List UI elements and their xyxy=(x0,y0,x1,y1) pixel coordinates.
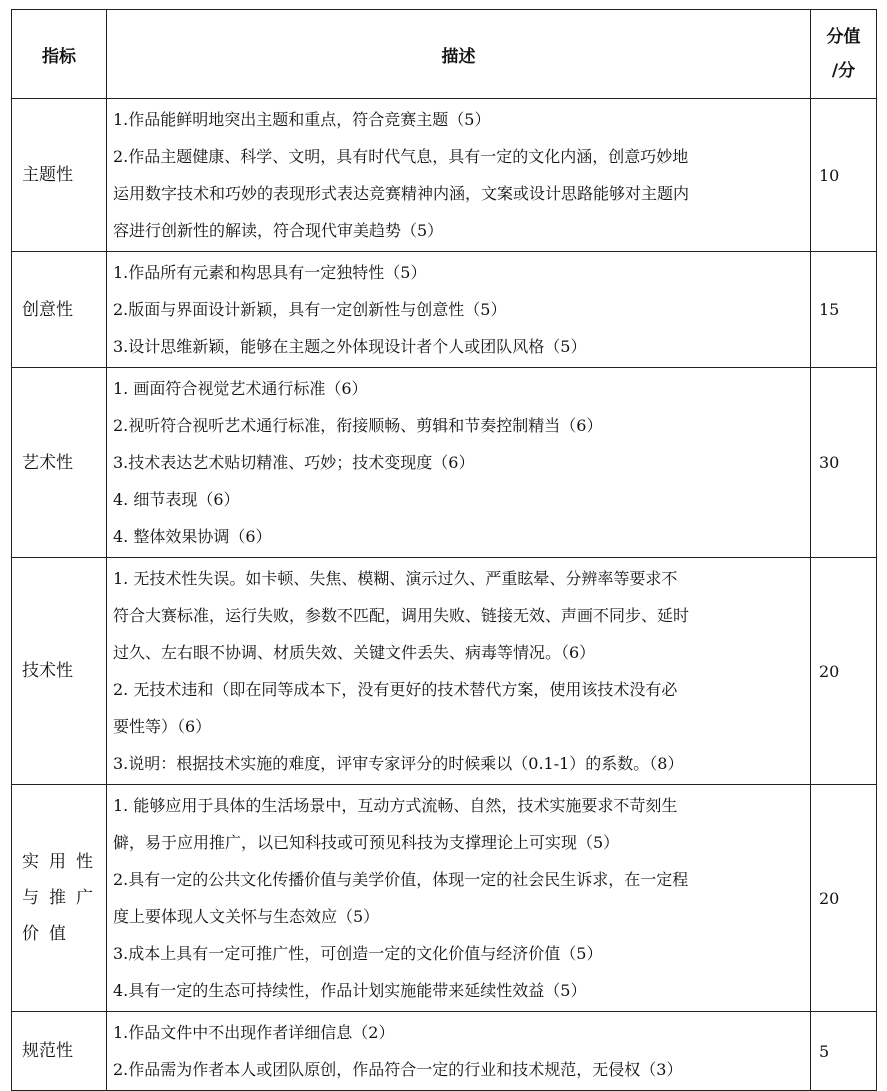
description-line: 3.成本上具有一定可推广性，可创造一定的文化价值与经济价值（5） xyxy=(113,944,603,963)
indicator-cell: 技术性 xyxy=(12,558,107,785)
description-line: 1. 无技术性失误。如卡顿、失焦、模糊、演示过久、严重眩晕、分辨率等要求不 xyxy=(113,569,678,588)
description-line: 3.设计思维新颖，能够在主题之外体现设计者个人或团队风格（5） xyxy=(113,337,587,356)
table-row xyxy=(12,785,877,1012)
score-cell: 15 xyxy=(811,252,877,368)
description-cell xyxy=(107,1012,811,1091)
table-row xyxy=(12,1012,877,1091)
description-line: 度上要体现人文关怀与生态效应（5） xyxy=(113,907,380,926)
header-description: 描述 xyxy=(107,10,811,99)
score-cell: 20 xyxy=(811,785,877,1012)
indicator-cell: 主题性 xyxy=(12,99,107,252)
description-line: 过久、左右眼不协调、材质失效、关键文件丢失、病毒等情况。（6） xyxy=(113,643,596,662)
indicator-cell: 规范性 xyxy=(12,1012,107,1091)
description-line: 3.说明：根据技术实施的难度，评审专家评分的时候乘以（0.1-1）的系数。（8） xyxy=(113,754,684,773)
description-cell xyxy=(107,252,811,368)
description-line: 1.作品能鲜明地突出主题和重点，符合竞赛主题（5） xyxy=(113,110,491,129)
description-line: 2. 无技术违和（即在同等成本下，没有更好的技术替代方案，使用该技术没有必 xyxy=(113,680,678,699)
description-line: 2.具有一定的公共文化传播价值与美学价值，体现一定的社会民生诉求，在一定程 xyxy=(113,870,689,889)
description-line: 僻，易于应用推广，以已知科技或可预见科技为支撑理论上可实现（5） xyxy=(113,833,620,852)
score-cell: 30 xyxy=(811,368,877,558)
description-line: 4. 整体效果协调（6） xyxy=(113,527,272,546)
description-cell xyxy=(107,99,811,252)
description-line: 容进行创新性的解读，符合现代审美趋势（5） xyxy=(113,221,444,240)
description-line: 1. 画面符合视觉艺术通行标准（6） xyxy=(113,379,368,398)
description-line: 3.技术表达艺术贴切精准、巧妙；技术变现度（6） xyxy=(113,453,475,472)
description-line: 1.作品文件中不出现作者详细信息（2） xyxy=(113,1023,395,1042)
score-cell: 10 xyxy=(811,99,877,252)
description-line: 2.作品主题健康、科学、文明，具有时代气息，具有一定的文化内涵，创意巧妙地 xyxy=(113,147,689,166)
description-line: 2.版面与界面设计新颖，具有一定创新性与创意性（5） xyxy=(113,300,507,319)
description-line: 4. 细节表现（6） xyxy=(113,490,240,509)
table-row xyxy=(12,368,877,558)
indicator-cell xyxy=(12,785,107,1012)
score-cell: 20 xyxy=(811,558,877,785)
header-indicator: 指标 xyxy=(12,10,107,99)
description-cell xyxy=(107,785,811,1012)
indicator-line: 实用性 xyxy=(22,852,103,872)
indicator-cell: 创意性 xyxy=(12,252,107,368)
description-line: 运用数字技术和巧妙的表现形式表达竞赛精神内涵，文案或设计思路能够对主题内 xyxy=(113,184,690,203)
table-row xyxy=(12,558,877,785)
table-row xyxy=(12,99,877,252)
score-cell: 5 xyxy=(811,1012,877,1091)
description-line: 2.视听符合视听艺术通行标准，衔接顺畅、剪辑和节奏控制精当（6） xyxy=(113,416,603,435)
description-line: 2.作品需为作者本人或团队原创，作品符合一定的行业和技术规范，无侵权（3） xyxy=(113,1060,683,1079)
header-score-line2: /分 xyxy=(831,61,856,81)
header-row xyxy=(12,10,877,99)
indicator-cell: 艺术性 xyxy=(12,368,107,558)
description-line: 1.作品所有元素和构思具有一定独特性（5） xyxy=(113,263,427,282)
indicator-line: 价值 xyxy=(22,924,76,944)
description-line: 4.具有一定的生态可持续性，作品计划实施能带来延续性效益（5） xyxy=(113,981,587,1000)
header-score-line1: 分值 xyxy=(826,27,861,47)
description-cell xyxy=(107,558,811,785)
table-row xyxy=(12,252,877,368)
header-score xyxy=(811,10,877,99)
description-line: 符合大赛标准，运行失败，参数不匹配，调用失败、链接无效、声画不同步、延时 xyxy=(113,606,690,625)
criteria-table xyxy=(11,9,877,1091)
indicator-line: 与推广 xyxy=(22,888,103,908)
description-line: 要性等）（6） xyxy=(113,717,212,736)
description-line: 1. 能够应用于具体的生活场景中，互动方式流畅、自然，技术实施要求不苛刻生 xyxy=(113,796,678,815)
description-cell xyxy=(107,368,811,558)
